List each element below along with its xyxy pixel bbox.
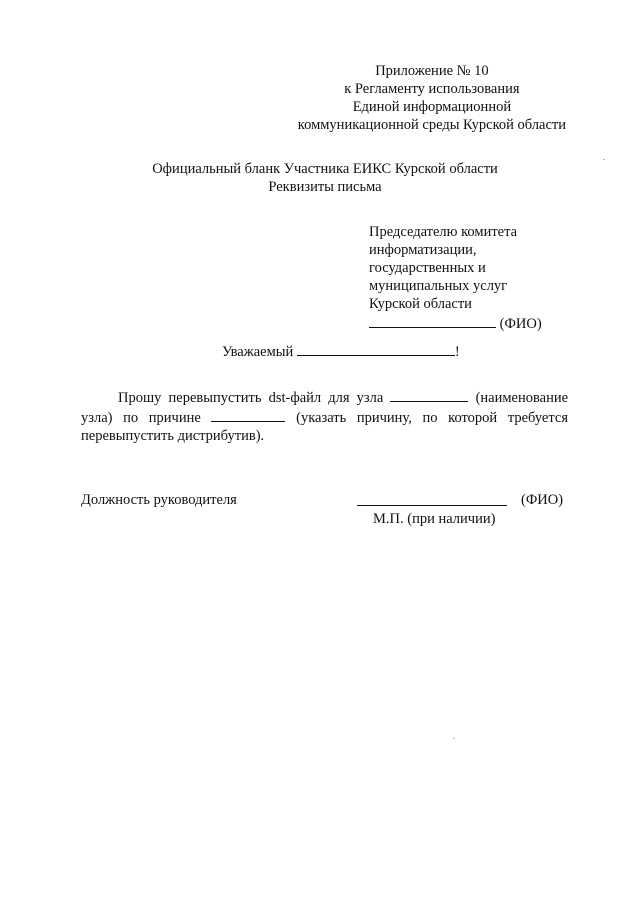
reason-blank: [211, 407, 285, 422]
addressee-line: Председателю комитета: [369, 224, 518, 240]
salutation-ending: !: [454, 344, 460, 360]
addressee-block: [369, 223, 542, 333]
addressee-fio-blank: [369, 313, 496, 328]
signature-blank: [357, 505, 507, 506]
signature-row: [81, 492, 568, 512]
salutation-text: Уважаемый: [222, 344, 294, 360]
request-text-node: (наименование узла) по причине: [81, 390, 569, 426]
request-paragraph: [81, 387, 568, 445]
appendix-number: Приложение № 10: [375, 63, 489, 79]
scan-speck: [603, 159, 605, 160]
addressee-line: муниципальных услуг: [369, 278, 508, 294]
stamp-label: М.П. (при наличии): [373, 511, 496, 527]
letter-requisites: Реквизиты письма: [268, 179, 382, 195]
salutation: [222, 341, 460, 361]
addressee-fio-label: (ФИО): [499, 316, 542, 332]
appendix-reference: к Регламенту использования: [344, 81, 520, 97]
addressee-line: информатизации,: [369, 242, 477, 258]
appendix-header: [298, 62, 566, 134]
letter-body: [81, 387, 568, 445]
signature-fio-label: (ФИО): [521, 492, 564, 508]
addressee-line: Курской области: [369, 296, 472, 312]
appendix-reference-end: коммуникационной среды Курской области: [297, 117, 566, 133]
salutation-name-blank: [297, 341, 455, 356]
letterhead-block: [0, 160, 640, 196]
appendix-reference-cont: Единой информационной: [352, 99, 512, 115]
position-label: Должность руководителя: [81, 492, 237, 508]
request-text: Прошу перевыпустить dst-файл для узла: [118, 390, 384, 406]
request-text-reason: (указать причину, по которой требуется перевыпустить дистрибутив).: [81, 410, 568, 444]
addressee-fio-line: [369, 313, 542, 333]
node-name-blank: [390, 387, 468, 402]
scan-speck: [453, 738, 455, 739]
letterhead-title: Официальный бланк Участника ЕИКС Курской области: [152, 161, 498, 177]
addressee-line: государственных и: [369, 260, 486, 276]
